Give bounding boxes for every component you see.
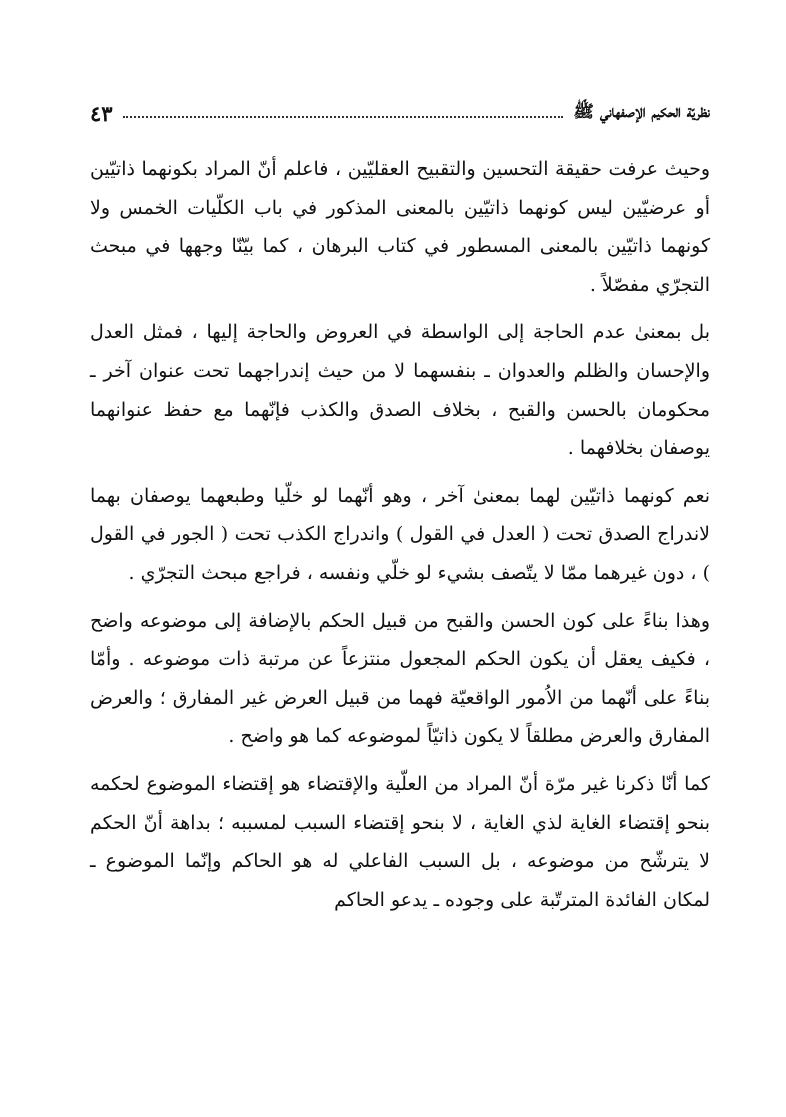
page-header [90, 98, 710, 128]
paragraph-3: نعم كونهما ذاتيّين لهما بمعنىٰ آخر ، وهو أنّهما لو خلّيا وطبعهما يوصفان بهما لاندراج الصدق تحت ( العدل في القول ) واندراج الكذب تحت ( الجور في القول ) ، دون غيرهما ممّا لا يتّصف بشيء لو خلّي ونفسه ، فراجع مبحث التجرّي . [90, 484, 710, 584]
paragraph-1: وحيث عرفت حقيقة التحسين والتقبيح العقليّين ، فاعلم أنّ المراد بكونهما ذاتيّين أو عرضيّين ليس كونهما ذاتيّين بالمعنى المذكور في باب الكلّيات الخمس ولا كونهما ذاتيّين بالمعنى المسطور في كتاب البرهان ، كما بيّنّا وجهها في مبحث التجرّي مفصّلاً . [90, 158, 710, 296]
body-text [90, 150, 710, 919]
paragraph-2: بل بمعنىٰ عدم الحاجة إلى الواسطة في العروض والحاجة إليها ، فمثل العدل والإحسان والظلم والعدوان ـ بنفسهما لا من حيث إندراجهما تحت عنوان آخر ـ محكومان بالحسن والقبح ، بخلاف الصدق والكذب فإنّهما مع حفظ عنوانهما يوصفان بخلافهما . [90, 321, 710, 460]
paragraph-5: كما أنّا ذكرنا غير مرّة أنّ المراد من العلّية والإقتضاء هو إقتضاء الموضوع لحكمه بنحو إقتضاء الغاية لذي الغاية ، لا بنحو إقتضاء السبب لمسببه ؛ بداهة أنّ الحكم لا يترشّح من موضوعه ، بل السبب الفاعلي له هو الحاكم وإنّما الموضوع ـ لمكان الفائدة المترتّبة على وجوده ـ يدعو الحاكم [90, 772, 710, 911]
paragraph-4: وهذا بناءً على كون الحسن والقبح من قبيل الحكم بالإضافة إلى موضوعه واضح ، فكيف يعقل أن يكون الحكم المجعول منتزعاً عن مرتبة ذات موضوعه . وأمّا بناءً على أنّهما من الاُمور الواقعيّة فهما من قبيل العرض غير المفارق ؛ والعرض المفارق والعرض مطلقاً لا يكون ذاتيّاً لموضوعه كما هو واضح . [90, 609, 710, 748]
dotted-leader [123, 116, 564, 118]
running-title: نظريّة الحكيم الإصفهاني ﷺ [573, 101, 710, 122]
page-number: ٤٣ [90, 100, 113, 126]
